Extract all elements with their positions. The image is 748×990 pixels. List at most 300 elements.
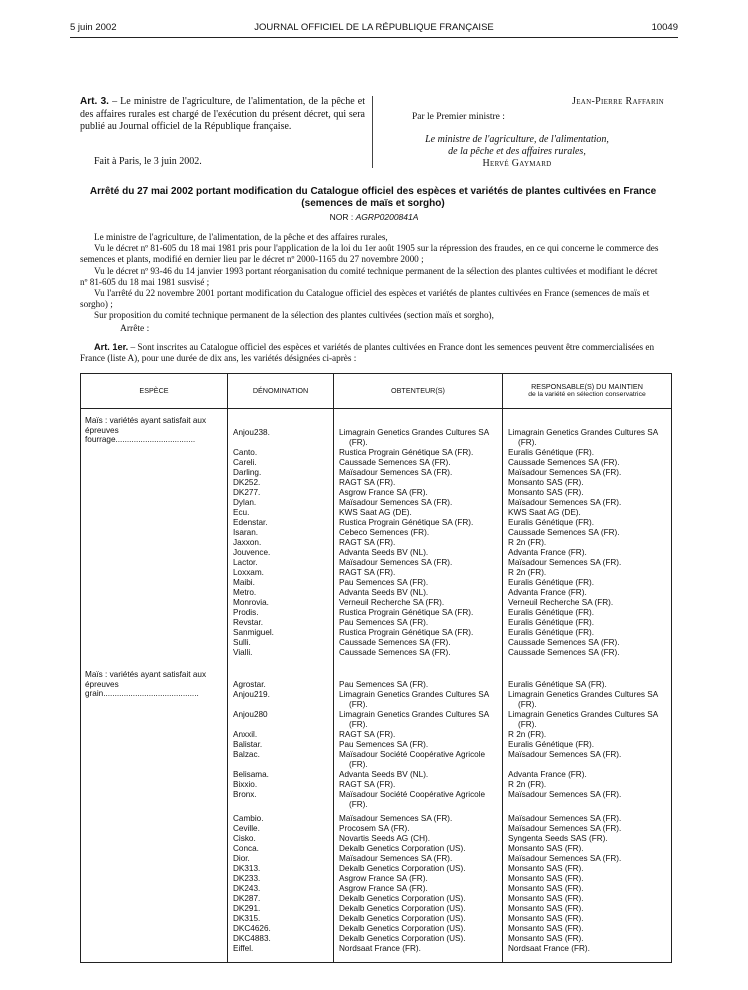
cell-responsable <box>508 730 671 740</box>
cell-obtenteur-line: Caussade Semences SA (FR). <box>339 638 451 647</box>
cell-responsable <box>508 934 671 944</box>
cell-denomination <box>233 578 331 588</box>
cell-denomination-line: Balzac. <box>233 750 260 759</box>
cell-obtenteur <box>339 770 501 780</box>
cell-obtenteur-line: Advanta Seeds BV (NL). <box>339 770 429 779</box>
cell-obtenteur <box>339 824 501 834</box>
cell-obtenteur-line: Procosem SA (FR). <box>339 824 410 833</box>
cell-obtenteur-line: Maïsadour Semences SA (FR). <box>339 854 453 863</box>
header-obtenteur: OBTENTEUR(S) <box>391 385 445 395</box>
cell-denomination-line: Edenstar. <box>233 518 268 527</box>
cell-obtenteur-line: Asgrow France SA (FR). <box>339 884 428 893</box>
cell-responsable-line: Maïsadour Semences SA (FR). <box>508 824 622 833</box>
cell-obtenteur-line: Maïsadour Société Coopérative Agricole <box>339 790 486 799</box>
category-leader-dots: .......................................... <box>103 689 199 699</box>
category-line <box>85 426 225 445</box>
cell-denomination-line: Bixxio. <box>233 780 258 789</box>
cell-obtenteur-line: RAGT SA (FR). <box>339 568 396 577</box>
cell-obtenteur-line: Limagrain Genetics Grandes Cultures SA <box>339 690 490 699</box>
cell-denomination-line: Anjou219. <box>233 690 270 699</box>
cell-responsable-line: Caussade Semences SA (FR). <box>508 648 620 657</box>
cell-denomination <box>233 690 331 700</box>
cell-denomination <box>233 538 331 548</box>
cell-responsable-line: Maïsadour Semences SA (FR). <box>508 790 622 799</box>
cell-denomination <box>233 780 331 790</box>
cell-responsable-line: R 2n (FR). <box>508 730 547 739</box>
cell-responsable-line: Maïsadour Semences SA (FR). <box>508 750 622 759</box>
cell-obtenteur-line: Rustica Prograin Génétique SA (FR). <box>339 448 474 457</box>
nor-code: AGRP0200841A <box>355 212 419 222</box>
cell-obtenteur <box>339 864 501 874</box>
header-row-divider <box>81 408 671 409</box>
cell-responsable-line: KWS Saat AG (DE). <box>508 508 581 517</box>
cell-denomination-line: Lactor. <box>233 558 258 567</box>
cell-denomination <box>233 740 331 750</box>
cell-denomination <box>233 834 331 844</box>
cell-obtenteur-line: Dekalb Genetics Corporation (US). <box>339 914 466 923</box>
cell-denomination <box>233 844 331 854</box>
cell-denomination-line: DK243. <box>233 884 261 893</box>
header-espece: ESPÈCE <box>139 385 169 395</box>
cell-responsable-line: R 2n (FR). <box>508 568 547 577</box>
article-3 <box>80 96 365 134</box>
cell-obtenteur <box>339 690 501 709</box>
cell-denomination-line: Canto. <box>233 448 258 457</box>
cell-denomination-line: Loxxam. <box>233 568 264 577</box>
cell-responsable <box>508 528 671 538</box>
cell-obtenteur-line: Pau Semences SA (FR). <box>339 618 429 627</box>
cell-obtenteur-line: Pau Semences SA (FR). <box>339 680 429 689</box>
cell-obtenteur-line: Cebeco Semences (FR). <box>339 528 430 537</box>
visa-paragraph: Vu l'arrêté du 22 novembre 2001 portant modification du Catalogue officiel des espèces et variétés de plantes cultivées en France (semences de maïs et sorgho) ; <box>80 288 650 310</box>
article-1-text: – Sont inscrites au Catalogue officiel des espèces et variétés de plantes cultivées en France dont les semences peuvent être commercialisées en France (liste A), pour une durée de dix ans, les variétés désignées ci-après : <box>80 342 655 364</box>
cell-obtenteur-line: Rustica Prograin Génétique SA (FR). <box>339 628 474 637</box>
cell-responsable <box>508 884 671 894</box>
cell-denomination <box>233 874 331 884</box>
cell-denomination <box>233 428 331 438</box>
cell-denomination <box>233 608 331 618</box>
cell-denomination-line: DK287. <box>233 894 261 903</box>
cell-obtenteur-line: RAGT SA (FR). <box>339 780 396 789</box>
cell-obtenteur-line: Novartis Seeds AG (CH). <box>339 834 430 843</box>
cell-denomination <box>233 814 331 824</box>
cell-responsable <box>508 638 671 648</box>
cell-responsable-line: Caussade Semences SA (FR). <box>508 458 620 467</box>
cell-denomination <box>233 648 331 658</box>
cell-denomination <box>233 824 331 834</box>
cell-denomination-line: DK277. <box>233 488 261 497</box>
cell-responsable-line: Euralis Génétique SA (FR). <box>508 680 607 689</box>
cell-denomination-line: Revstar. <box>233 618 264 627</box>
cell-responsable <box>508 498 671 508</box>
article-3-text: – Le ministre de l'agriculture, de l'alimentation, de la pêche et des affaires rurales est chargé de l'exécution du présent décret, qui sera publié au Journal officiel de la République française. <box>80 96 365 132</box>
cell-denomination <box>233 790 331 800</box>
cell-obtenteur <box>339 568 501 578</box>
cell-responsable-line: Euralis Génétique (FR). <box>508 618 595 627</box>
cell-obtenteur <box>339 780 501 790</box>
cell-responsable <box>508 468 671 478</box>
cell-responsable-line: Euralis Génétique (FR). <box>508 518 595 527</box>
cell-denomination-line: Cambio. <box>233 814 264 823</box>
cell-denomination <box>233 468 331 478</box>
cell-obtenteur <box>339 648 501 658</box>
cell-obtenteur <box>339 884 501 894</box>
cell-denomination-line: Eiffel. <box>233 944 254 953</box>
cell-responsable-line: Caussade Semences SA (FR). <box>508 528 620 537</box>
cell-obtenteur <box>339 628 501 638</box>
cell-responsable-line: Maïsadour Semences SA (FR). <box>508 854 622 863</box>
cell-responsable <box>508 690 671 709</box>
cell-responsable <box>508 740 671 750</box>
cell-denomination <box>233 498 331 508</box>
cell-obtenteur <box>339 834 501 844</box>
category-fourrage <box>85 416 225 445</box>
cell-responsable-line: Euralis Génétique (FR). <box>508 608 595 617</box>
cell-denomination <box>233 854 331 864</box>
cell-responsable <box>508 428 671 447</box>
category-label: épreuves grain <box>85 679 119 699</box>
cell-responsable-line: Advanta France (FR). <box>508 548 587 557</box>
cell-denomination-line: Bronx. <box>233 790 257 799</box>
cell-denomination <box>233 904 331 914</box>
cell-responsable-continuation: (FR). <box>518 719 537 729</box>
category-line: Maïs : variétés ayant satisfait aux <box>85 416 207 425</box>
cell-responsable-line: Limagrain Genetics Grandes Cultures SA <box>508 690 659 699</box>
cell-obtenteur-continuation: (FR). <box>349 437 368 447</box>
cell-obtenteur-line: Dekalb Genetics Corporation (US). <box>339 934 466 943</box>
cell-denomination-line: Jouvence. <box>233 548 271 557</box>
cell-obtenteur <box>339 528 501 538</box>
column-divider <box>333 374 334 962</box>
done-at-line: Fait à Paris, le 3 juin 2002. <box>94 156 202 167</box>
cell-denomination-line: Anxxil. <box>233 730 258 739</box>
cell-obtenteur <box>339 854 501 864</box>
cell-obtenteur <box>339 518 501 528</box>
arrete-label: Arrête : <box>120 324 150 334</box>
cell-obtenteur-line: Dekalb Genetics Corporation (US). <box>339 864 466 873</box>
cell-obtenteur-line: Rustica Prograin Génétique SA (FR). <box>339 608 474 617</box>
cell-responsable <box>508 834 671 844</box>
category-leader-dots: ................................... <box>115 435 196 445</box>
cell-obtenteur <box>339 548 501 558</box>
cell-denomination-line: Ceville. <box>233 824 260 833</box>
header-title: JOURNAL OFFICIEL DE LA RÉPUBLIQUE FRANÇAISE <box>254 22 494 33</box>
cell-responsable <box>508 894 671 904</box>
column-divider <box>227 374 228 962</box>
signer-prime-minister: Jean-Pierre Raffarin <box>572 96 664 107</box>
running-header <box>70 22 678 36</box>
cell-responsable <box>508 588 671 598</box>
cell-obtenteur <box>339 458 501 468</box>
cell-responsable <box>508 628 671 638</box>
signature-divider <box>372 96 373 168</box>
cell-denomination-line: DK252. <box>233 478 261 487</box>
cell-denomination <box>233 924 331 934</box>
cell-denomination <box>233 884 331 894</box>
cell-denomination <box>233 488 331 498</box>
cell-obtenteur-line: Maïsadour Semences SA (FR). <box>339 468 453 477</box>
cell-denomination <box>233 598 331 608</box>
cell-responsable <box>508 944 671 954</box>
cell-denomination-line: Conca. <box>233 844 259 853</box>
cell-responsable-line: Advanta France (FR). <box>508 588 587 597</box>
article-1 <box>80 342 666 364</box>
cell-denomination <box>233 680 331 690</box>
cell-responsable <box>508 608 671 618</box>
cell-obtenteur-line: Caussade Semences SA (FR). <box>339 648 451 657</box>
cell-obtenteur <box>339 598 501 608</box>
cell-responsable <box>508 854 671 864</box>
cell-denomination-line: Careli. <box>233 458 257 467</box>
cell-responsable-line: Monsanto SAS (FR). <box>508 864 584 873</box>
cell-responsable-line: Limagrain Genetics Grandes Cultures SA <box>508 428 659 437</box>
header-divider <box>70 37 678 38</box>
cell-responsable-line: Euralis Génétique (FR). <box>508 578 595 587</box>
cell-obtenteur <box>339 844 501 854</box>
cell-obtenteur <box>339 638 501 648</box>
cell-obtenteur-line: Limagrain Genetics Grandes Cultures SA <box>339 428 490 437</box>
visa-paragraph: Vu le décret nº 81-605 du 18 mai 1981 pris pour l'application de la loi du 1er août 1905 sur la répression des fraudes, en ce qui concerne le commerce des semences et plants, modifié en dernier lieu par le décret nº 2000-1165 du 27 novembre 2000 ; <box>80 243 659 265</box>
cell-obtenteur <box>339 944 501 954</box>
cell-obtenteur-line: RAGT SA (FR). <box>339 730 396 739</box>
cell-obtenteur-continuation: (FR). <box>349 699 368 709</box>
cell-denomination-line: Balistar. <box>233 740 263 749</box>
cell-responsable <box>508 814 671 824</box>
cell-denomination <box>233 508 331 518</box>
cell-responsable <box>508 790 671 800</box>
cell-obtenteur <box>339 894 501 904</box>
cell-obtenteur <box>339 488 501 498</box>
cell-obtenteur <box>339 558 501 568</box>
category-label: épreuves fourrage <box>85 425 119 445</box>
cell-denomination <box>233 934 331 944</box>
cell-responsable <box>508 598 671 608</box>
cell-responsable-line: Monsanto SAS (FR). <box>508 914 584 923</box>
cell-obtenteur-line: Nordsaat France (FR). <box>339 944 421 953</box>
cell-responsable-line: Monsanto SAS (FR). <box>508 934 584 943</box>
cell-obtenteur <box>339 874 501 884</box>
cell-denomination <box>233 588 331 598</box>
cell-denomination <box>233 864 331 874</box>
cell-denomination <box>233 458 331 468</box>
cell-denomination <box>233 528 331 538</box>
cell-obtenteur-line: Rustica Prograin Génétique SA (FR). <box>339 518 474 527</box>
cell-denomination-line: Darling. <box>233 468 262 477</box>
cell-obtenteur <box>339 710 501 729</box>
cell-denomination-line: Metro. <box>233 588 257 597</box>
cell-obtenteur-line: Dekalb Genetics Corporation (US). <box>339 904 466 913</box>
cell-obtenteur <box>339 468 501 478</box>
decree-title <box>80 186 666 210</box>
header-responsable <box>503 374 671 408</box>
cell-responsable-line: Euralis Génétique (FR). <box>508 628 595 637</box>
cell-responsable <box>508 914 671 924</box>
cell-obtenteur-line: Maïsadour Semences SA (FR). <box>339 498 453 507</box>
cell-denomination <box>233 548 331 558</box>
cell-denomination-line: Sanmiguel. <box>233 628 274 637</box>
by-prime-minister: Par le Premier ministre : <box>412 112 505 122</box>
cell-responsable-line: Verneuil Recherche SA (FR). <box>508 598 614 607</box>
cell-responsable-line: Monsanto SAS (FR). <box>508 478 584 487</box>
cell-obtenteur-line: Pau Semences SA (FR). <box>339 740 429 749</box>
cell-responsable-line: Maïsadour Semences SA (FR). <box>508 468 622 477</box>
cell-denomination <box>233 770 331 780</box>
cell-obtenteur-line: Dekalb Genetics Corporation (US). <box>339 844 466 853</box>
cell-denomination-line: Monrovia. <box>233 598 269 607</box>
cell-responsable-line: Maïsadour Semences SA (FR). <box>508 558 622 567</box>
cell-denomination <box>233 750 331 760</box>
header-responsable-subtitle: de la variété en sélection conservatrice <box>528 391 646 398</box>
cell-responsable-line: Monsanto SAS (FR). <box>508 904 584 913</box>
cell-obtenteur-line: Advanta Seeds BV (NL). <box>339 548 429 557</box>
cell-responsable <box>508 488 671 498</box>
cell-responsable <box>508 710 671 729</box>
cell-obtenteur-line: Maïsadour Société Coopérative Agricole <box>339 750 486 759</box>
nor-reference <box>0 212 748 222</box>
cell-responsable-line: R 2n (FR). <box>508 538 547 547</box>
cell-denomination-line: Dior. <box>233 854 250 863</box>
article-3-lead: Art. 3. <box>80 96 109 107</box>
cell-responsable <box>508 448 671 458</box>
cell-responsable <box>508 924 671 934</box>
cell-denomination <box>233 730 331 740</box>
category-grain <box>85 670 225 699</box>
cell-responsable-line: Caussade Semences SA (FR). <box>508 638 620 647</box>
cell-obtenteur <box>339 914 501 924</box>
cell-responsable <box>508 508 671 518</box>
cell-obtenteur <box>339 924 501 934</box>
cell-denomination-line: Ecu. <box>233 508 250 517</box>
cell-denomination-line: Dylan. <box>233 498 257 507</box>
cell-denomination <box>233 628 331 638</box>
cell-obtenteur <box>339 588 501 598</box>
cell-denomination <box>233 710 331 720</box>
cell-obtenteur <box>339 608 501 618</box>
varieties-table <box>80 373 672 963</box>
cell-responsable-line: Nordsaat France (FR). <box>508 944 590 953</box>
cell-denomination-line: Isaran. <box>233 528 259 537</box>
cell-responsable-continuation: (FR). <box>518 699 537 709</box>
visa-paragraph: Vu le décret nº 93-46 du 14 janvier 1993 portant réorganisation du comité technique permanent de la sélection des plantes cultivées et modifiant le décret nº 81-605 du 18 mai 1981 susvisé ; <box>80 265 658 287</box>
cell-denomination <box>233 618 331 628</box>
cell-responsable-line: Maïsadour Semences SA (FR). <box>508 814 622 823</box>
cell-denomination <box>233 914 331 924</box>
cell-obtenteur-line: Maïsadour Semences SA (FR). <box>339 814 453 823</box>
signer-minister: Hervé Gaymard <box>482 158 552 169</box>
cell-obtenteur-continuation: (FR). <box>349 799 368 809</box>
cell-denomination-line: Sulli. <box>233 638 251 647</box>
cell-denomination-line: DKC4626. <box>233 924 271 933</box>
cell-obtenteur-continuation: (FR). <box>349 759 368 769</box>
cell-obtenteur-line: Dekalb Genetics Corporation (US). <box>339 894 466 903</box>
cell-obtenteur <box>339 730 501 740</box>
cell-responsable <box>508 648 671 658</box>
cell-denomination-line: DK315. <box>233 914 261 923</box>
category-line: Maïs : variétés ayant satisfait aux <box>85 670 207 679</box>
decree-title-line2: (semences de maïs et sorgho) <box>301 198 445 209</box>
cell-responsable-line: Euralis Génétique (FR). <box>508 448 595 457</box>
cell-responsable-line: Maïsadour Semences SA (FR). <box>508 498 622 507</box>
minister-title-line1: Le ministre de l'agriculture, de l'alimentation, <box>425 134 609 145</box>
cell-obtenteur <box>339 508 501 518</box>
cell-denomination-line: DKC4883. <box>233 934 271 943</box>
cell-obtenteur <box>339 618 501 628</box>
cell-responsable <box>508 750 671 760</box>
cell-responsable <box>508 874 671 884</box>
cell-responsable-line: Euralis Génétique (FR). <box>508 740 595 749</box>
cell-responsable <box>508 458 671 468</box>
cell-responsable-line: Monsanto SAS (FR). <box>508 844 584 853</box>
cell-obtenteur-line: Dekalb Genetics Corporation (US). <box>339 924 466 933</box>
cell-denomination-line: Vialli. <box>233 648 253 657</box>
cell-denomination-line: Cisko. <box>233 834 256 843</box>
header-denomination: DÉNOMINATION <box>252 385 309 395</box>
page-number: 10049 <box>651 22 678 33</box>
cell-obtenteur <box>339 740 501 750</box>
nor-label: NOR : <box>329 212 356 222</box>
cell-responsable-line: R 2n (FR). <box>508 780 547 789</box>
cell-obtenteur-line: RAGT SA (FR). <box>339 478 396 487</box>
cell-responsable-continuation: (FR). <box>518 437 537 447</box>
cell-obtenteur-line: Asgrow France SA (FR). <box>339 488 428 497</box>
cell-responsable <box>508 844 671 854</box>
article-1-lead: Art. 1er. <box>94 342 129 352</box>
cell-denomination <box>233 944 331 954</box>
cell-responsable <box>508 770 671 780</box>
visa-paragraph: Le ministre de l'agriculture, de l'alimentation, de la pêche et des affaires rurales, <box>94 232 388 242</box>
cell-denomination <box>233 518 331 528</box>
cell-obtenteur-line: Advanta Seeds BV (NL). <box>339 588 429 597</box>
cell-denomination <box>233 638 331 648</box>
cell-denomination-line: Anjou238. <box>233 428 270 437</box>
cell-responsable-line: Monsanto SAS (FR). <box>508 488 584 497</box>
cell-obtenteur-line: Caussade Semences SA (FR). <box>339 458 451 467</box>
cell-obtenteur <box>339 478 501 488</box>
cell-obtenteur <box>339 750 501 769</box>
cell-responsable <box>508 780 671 790</box>
cell-obtenteur <box>339 904 501 914</box>
cell-responsable-line: Monsanto SAS (FR). <box>508 894 584 903</box>
cell-responsable-line: Monsanto SAS (FR). <box>508 884 584 893</box>
cell-obtenteur-line: KWS Saat AG (DE). <box>339 508 412 517</box>
cell-denomination-line: Maibi. <box>233 578 255 587</box>
cell-responsable-line: Advanta France (FR). <box>508 770 587 779</box>
cell-responsable <box>508 864 671 874</box>
cell-denomination-line: DK313. <box>233 864 261 873</box>
cell-denomination-line: DK291. <box>233 904 261 913</box>
cell-responsable-line: Monsanto SAS (FR). <box>508 874 584 883</box>
cell-denomination-line: DK233. <box>233 874 261 883</box>
cell-obtenteur-line: Pau Semences SA (FR). <box>339 578 429 587</box>
cell-obtenteur <box>339 498 501 508</box>
cell-denomination-line: Prodis. <box>233 608 259 617</box>
visa-paragraph: Sur proposition du comité technique permanent de la sélection des plantes cultivées (section maïs et sorgho), <box>94 310 494 321</box>
minister-signature-block <box>382 134 652 170</box>
header-responsable-title: RESPONSABLE(S) DU MAINTIEN <box>531 381 643 391</box>
cell-responsable <box>508 824 671 834</box>
cell-responsable <box>508 548 671 558</box>
cell-obtenteur-line: Maïsadour Semences SA (FR). <box>339 558 453 567</box>
cell-denomination <box>233 894 331 904</box>
cell-obtenteur <box>339 790 501 809</box>
cell-obtenteur <box>339 934 501 944</box>
cell-obtenteur-line: Verneuil Recherche SA (FR). <box>339 598 445 607</box>
cell-responsable <box>508 538 671 548</box>
cell-denomination <box>233 448 331 458</box>
header-date: 5 juin 2002 <box>70 22 117 33</box>
cell-obtenteur <box>339 538 501 548</box>
minister-title-line2: de la pêche et des affaires rurales, <box>448 146 586 157</box>
